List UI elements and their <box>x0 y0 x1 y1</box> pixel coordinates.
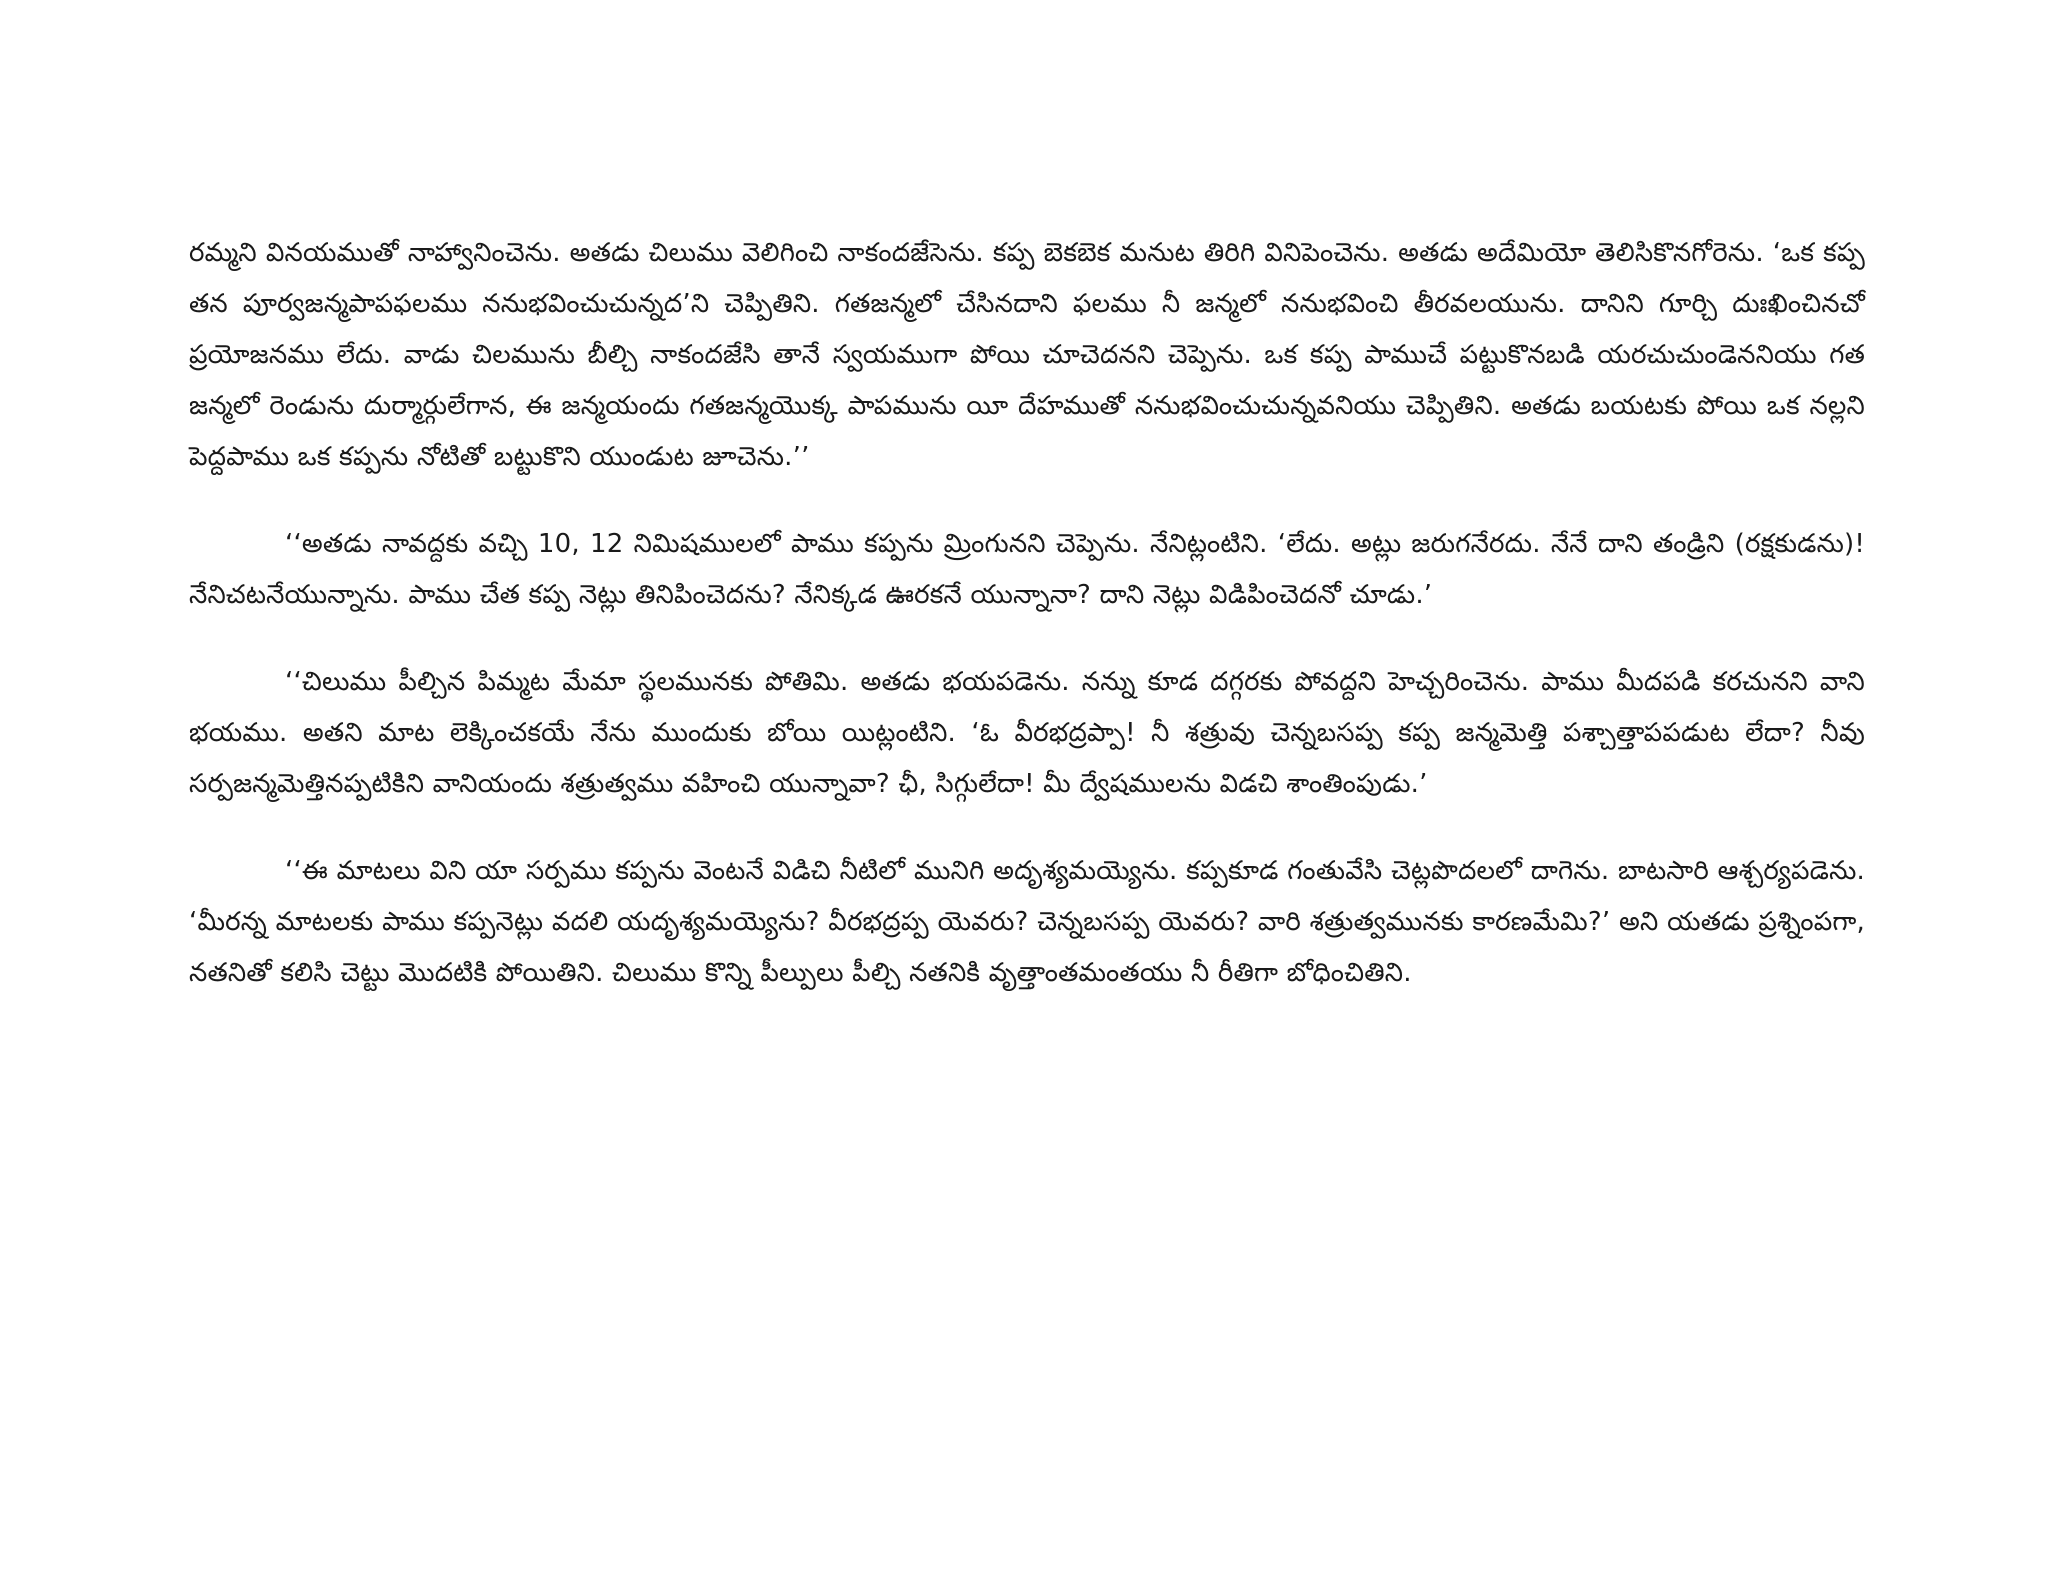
paragraph-gap <box>189 621 1865 657</box>
paragraph-gap <box>189 810 1865 846</box>
paragraph-1: రమ్మని వినయముతో నాహ్వానించెను. అతడు చిలుము వెలిగించి నాకందజేసెను. కప్ప బెకబెక మనుట తిరిగి వినిపెంచెను. అతడు అదేమియో తెలిసికొనగోరెను. ‘ఒక కప్ప తన పూర్వజన్మపాపఫలము ననుభవించుచున్నద’ని చెప్పితిని. గతజన్మలో చేసినదాని ఫలము నీ జన్మలో ననుభవించి తీరవలయును. దానిని గూర్చి దుఃఖించినచో ప్రయోజనము లేదు. వాడు చిలమును బీల్చి నాకందజేసి తానే స్వయముగా పోయి చూచెదనని చెప్పెను. ఒక కప్ప పాముచే పట్టుకొనబడి యరచుచుండెననియు గత జన్మలో రెండును దుర్మార్గులేగాన, ఈ జన్మయందు గతజన్మయొక్క పాపమును యీ దేహముతో ననుభవించుచున్నవనియు చెప్పితిని. అతడు బయటకు పోయి ఒక నల్లని పెద్దపాము ఒక కప్పను నోటితో బట్టుకొని యుండుట జూచెను.’’ <box>189 238 1865 472</box>
paragraph-2: ‘‘అతడు నావద్దకు వచ్చి 10, 12 నిమిషములలో పాము కప్పను మ్రింగునని చెప్పెను. నేనిట్లంటిని. ‘లేదు. అట్లు జరుగనేరదు. నేనే దాని తండ్రిని (రక్షకుడను)! నేనిచటనేయున్నాను. పాము చేత కప్ప నెట్లు తినిపించెదను? నేనిక్కడ ఊరకనే యున్నానా? దాని నెట్లు విడిపించెదనో చూడు.’ <box>189 529 1865 610</box>
paragraph-gap <box>189 483 1865 519</box>
paragraph-4: ‘‘ఈ మాటలు విని యా సర్పము కప్పను వెంటనే విడిచి నీటిలో మునిగి అదృశ్యమయ్యెను. కప్పకూడ గంతువేసి చెట్లపొదలలో దాగెను. బాటసారి ఆశ్చర్యపడెను. ‘మీరన్న మాటలకు పాము కప్పనెట్లు వదలి యదృశ్యమయ్యెను? వీరభద్రప్ప యెవరు? చెన్నబసప్ప యెవరు? వారి శత్రుత్వమునకు కారణమేమి?’ అని యతడు ప్రశ్నింపగా, నతనితో కలిసి చెట్టు మొదటికి పోయితిని. చిలుము కొన్ని పీల్పులు పీల్చి నతనికి వృత్తాంతమంతయు నీ రీతిగా బోధించితిని. <box>189 856 1865 988</box>
document-page <box>189 228 1865 999</box>
paragraph-3: ‘‘చిలుము పీల్చిన పిమ్మట మేమా స్థలమునకు పోతిమి. అతడు భయపడెను. నన్ను కూడ దగ్గరకు పోవద్దని హెచ్చరించెను. పాము మీదపడి కరచునని వాని భయము. అతని మాట లెక్కించకయే నేను ముందుకు బోయి యిట్లంటిని. ‘ఓ వీరభద్రప్పా! నీ శత్రువు చెన్నబసప్ప కప్ప జన్మమెత్తి పశ్చాత్తాపపడుట లేదా? నీవు సర్పజన్మమెత్తినప్పటికిని వానియందు శత్రుత్వము వహించి యున్నావా? ఛీ, సిగ్గులేదా! మీ ద్వేషములను విడచి శాంతింపుడు.’ <box>189 667 1865 799</box>
